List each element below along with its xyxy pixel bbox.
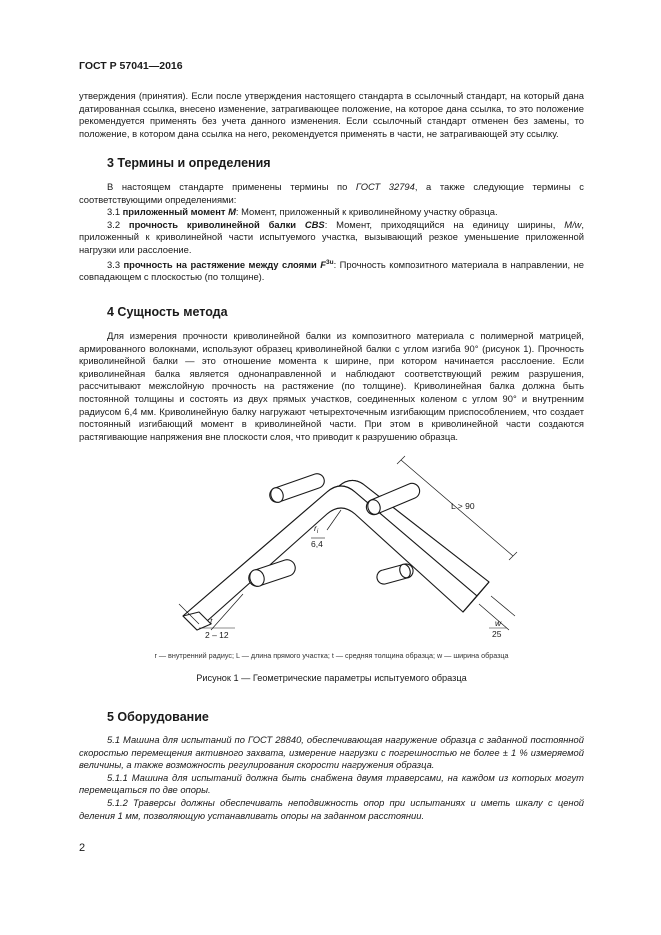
term-symbol: M/w <box>564 218 582 230</box>
figure-legend: r — внутренний радиус; L — длина прямого участка; t — средняя толщина образца; w — ширина образца <box>154 651 509 660</box>
section-3-intro <box>79 181 584 206</box>
intro-paragraph <box>79 90 584 140</box>
section-3-body <box>79 181 584 284</box>
section-4-text: Для измерения прочности криволинейной балки из композитного материала с полимерной матрицей, армированного волокнами, используют образец криволинейной балки с углом изгиба 90° (рисунок 1). Прочность криволинейной балки — это отношение момента к ширине, при котором начинается расслоение. Если криволинейная балка является однонаправленной и наблюдают соответствующий режим разрушения, рассчитывают межслойную прочность на растяжение (по толщине). Криволинейная балка должна быть постоянной толщины и состоять из двух прямых участков, соединенных коленом с углом 90° и внутренним радиусом 6,4 мм. Криволинейную балку нагружают четырехточечным изгибающим приспособлением, что создает постоянный изгибающий момент в криволинейной части. При этом в криволинейной части создаются растягивающие напряжения вне плоскости слоя, что приводит к разрушению образца. <box>79 330 584 442</box>
term-number: 3.1 <box>107 206 123 218</box>
radius-subscript: i <box>316 529 319 535</box>
term-symbol: M <box>228 206 236 218</box>
term-symbol: F <box>320 258 326 270</box>
term-name: приложенный момент <box>122 206 229 218</box>
term-name: прочность на растяжение между слоями <box>123 258 321 270</box>
roller-inner-right <box>377 563 413 584</box>
label-thickness-range: 2 – 12 <box>205 630 229 640</box>
section-4-body <box>79 330 584 443</box>
term-name: прочность криволинейной балки <box>128 218 305 230</box>
term-number: 3.3 <box>107 258 124 270</box>
label-width-symbol: w <box>495 618 502 628</box>
clause-text: , обеспечивающая нагружение образца с заданной постоянной скоростью перемещения активного захвата, измерение нагрузки с погрешностью не более ± 1 % измеряемой величины, а также возможность регулирования скорости нагружения образца. <box>79 734 584 771</box>
clause-5-1-2: 5.1.2 Траверсы должны обеспечивать неподвижность опор при испытаниях и иметь шкалу с ценой деления 1 мм, позволяющую устанавливать опоры на заданном расстоянии. <box>79 796 584 821</box>
clause-text: 5.1 Машина для испытаний по <box>107 734 248 745</box>
term-superscript: 3u <box>326 258 334 266</box>
figure-1 <box>79 452 584 648</box>
term-3-1 <box>79 206 584 219</box>
label-radius-symbol <box>314 523 319 535</box>
curved-beam-diagram <box>79 452 584 648</box>
term-definition: : Момент, приложенный к криволинейному участку образца. <box>235 206 498 218</box>
intro-text-part: В настоящем стандарте применены термины по <box>107 181 356 192</box>
section-4-title: 4 Сущность метода <box>107 305 228 319</box>
document-header: ГОСТ Р 57041—2016 <box>79 60 183 72</box>
gost-reference: ГОСТ 32794 <box>355 181 415 192</box>
clause-5-1-1: 5.1.1 Машина для испытаний должна быть снабжена двумя траверсами, на каждом из которых могут перемещаться по две опоры. <box>79 771 584 796</box>
term-3-3 <box>79 257 584 284</box>
intro-text-part: , а также следующие термины с соответствующими определениями: <box>79 181 584 205</box>
page-number: 2 <box>79 842 86 854</box>
specimen-inner-surface <box>183 486 477 630</box>
roller-outer-left <box>269 474 324 504</box>
clause-5-1 <box>79 734 584 772</box>
intro-text: утверждения (принятия). Если после утверждения настоящего стандарта в ссылочный стандарт, на который дана датированная ссылка, внесено изменение, затрагивающее положение, на которое дана ссылка, то это положение рекомендуется применять без учета данного изменения. Если ссылочный стандарт отменен без замены, то положение, в котором дана ссылка на него, рекомендуется применять в части, не затрагивающей эту ссылку. <box>79 90 584 139</box>
term-definition: , приложенный к криволинейной части испытуемого участка, вызывающий резкое уменьшение приложенной нагрузки или расслоение. <box>79 218 584 255</box>
section-5-title: 5 Оборудование <box>107 710 209 724</box>
term-3-2 <box>79 219 584 257</box>
term-number: 3.2 <box>107 218 129 230</box>
label-width-value: 25 <box>492 629 502 639</box>
figure-caption: Рисунок 1 — Геометрические параметры испытуемого образца <box>196 673 467 683</box>
label-thickness-symbol: t <box>210 616 213 626</box>
term-definition: : Прочность композитного материала в направлении, не совпадающем с плоскостью (по толщине). <box>79 258 584 283</box>
label-radius-value: 6,4 <box>311 539 323 549</box>
term-symbol: CBS <box>304 218 325 230</box>
section-5-body <box>79 734 584 822</box>
label-length: L > 90 <box>451 501 475 511</box>
section-3-title: 3 Термины и определения <box>107 156 271 170</box>
gost-reference: ГОСТ 28840 <box>247 734 302 745</box>
term-definition: : Момент, приходящийся на единицу ширины, <box>324 218 565 230</box>
radius-symbol-letter: r <box>314 523 317 533</box>
